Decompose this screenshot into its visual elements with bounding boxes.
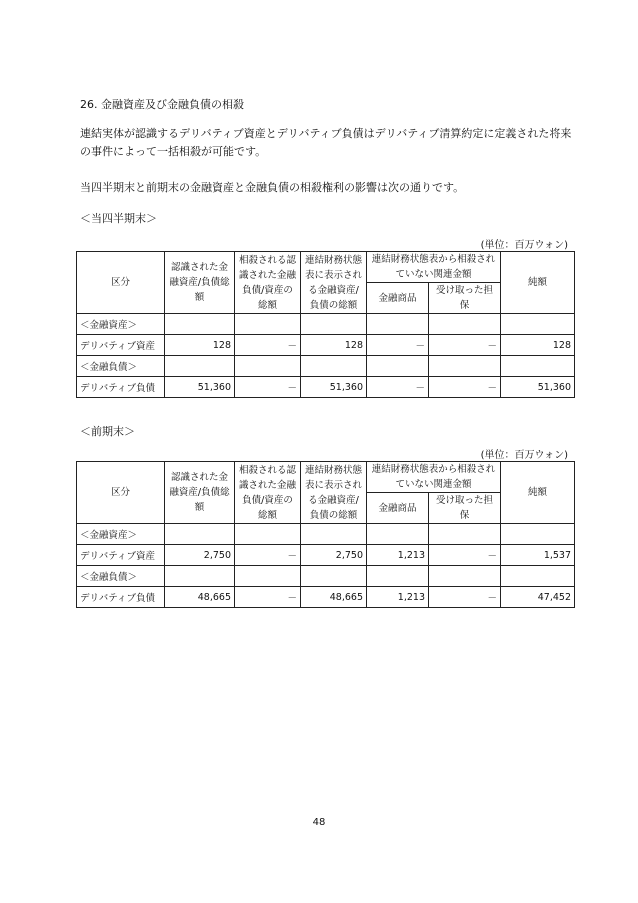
table-row	[77, 524, 575, 545]
row-name: デリバティブ負債	[77, 377, 165, 398]
row-name: デリバティブ資産	[77, 335, 165, 356]
cell-fin-instruments: 1,213	[367, 587, 429, 608]
cell-net: 51,360	[501, 377, 575, 398]
cell-net-presented: 128	[301, 335, 367, 356]
cell-net: 128	[501, 335, 575, 356]
col-header-net-presented: 連結財務状態表に表示される金融資産/負債の総額	[301, 462, 367, 524]
table-row	[77, 545, 575, 566]
cell-net: 47,452	[501, 587, 575, 608]
col-header-not-offset: 連結財務状態表から相殺されていない関連金額	[367, 462, 501, 493]
col-header-net: 純額	[501, 252, 575, 314]
col-header-recognized: 認識された金融資産/負債総額	[165, 462, 235, 524]
cell-collateral: －	[429, 545, 501, 566]
table-title-prior: ＜前期末＞	[80, 425, 135, 438]
paragraph-impact: 当四半期末と前期末の金融資産と金融負債の相殺権利の影響は次の通りです。	[80, 181, 465, 194]
cell-net: 1,537	[501, 545, 575, 566]
table-row	[77, 566, 575, 587]
col-header-not-offset: 連結財務状態表から相殺されていない関連金額	[367, 252, 501, 283]
unit-label: (単位：百万ウォン)	[480, 240, 568, 251]
cell-net-presented: 48,665	[301, 587, 367, 608]
liabilities-section-label: ＜金融負債＞	[77, 356, 165, 377]
table-row	[77, 587, 575, 608]
offset-table-prior	[76, 461, 575, 608]
col-header-collateral: 受け取った担保	[429, 283, 501, 314]
cell-recognized: 51,360	[165, 377, 235, 398]
col-header-net-presented: 連結財務状態表に表示される金融資産/負債の総額	[301, 252, 367, 314]
row-name: デリバティブ負債	[77, 587, 165, 608]
col-header-recognized: 認識された金融資産/負債総額	[165, 252, 235, 314]
cell-offset: －	[235, 377, 301, 398]
cell-recognized: 2,750	[165, 545, 235, 566]
cell-fin-instruments: －	[367, 335, 429, 356]
unit-label: (単位：百万ウォン)	[480, 450, 568, 461]
cell-recognized: 128	[165, 335, 235, 356]
paragraph-line-2: の事件によって一括相殺が可能です。	[80, 145, 267, 158]
cell-recognized: 48,665	[165, 587, 235, 608]
table-row	[77, 314, 575, 335]
cell-collateral: －	[429, 335, 501, 356]
row-name: デリバティブ資産	[77, 545, 165, 566]
col-header-offset: 相殺される認識された金融負債/資産の総額	[235, 462, 301, 524]
col-header-offset: 相殺される認識された金融負債/資産の総額	[235, 252, 301, 314]
table-row	[77, 335, 575, 356]
page-number: 48	[312, 817, 326, 828]
paragraph-line-1: 連結実体が認識するデリバティブ資産とデリバティブ負債はデリバティブ清算約定に定義された将来	[80, 127, 572, 140]
cell-offset: －	[235, 335, 301, 356]
cell-net-presented: 51,360	[301, 377, 367, 398]
col-header-collateral: 受け取った担保	[429, 493, 501, 524]
cell-fin-instruments: －	[367, 377, 429, 398]
table-title-current: ＜当四半期末＞	[80, 212, 157, 225]
assets-section-label: ＜金融資産＞	[77, 314, 165, 335]
cell-collateral: －	[429, 587, 501, 608]
table-row	[77, 356, 575, 377]
cell-offset: －	[235, 587, 301, 608]
offset-table-current	[76, 251, 575, 398]
cell-offset: －	[235, 545, 301, 566]
cell-net-presented: 2,750	[301, 545, 367, 566]
col-header-fin-instruments: 金融商品	[367, 493, 429, 524]
cell-collateral: －	[429, 377, 501, 398]
table-row	[77, 377, 575, 398]
col-header-category: 区分	[77, 462, 165, 524]
col-header-category: 区分	[77, 252, 165, 314]
cell-fin-instruments: 1,213	[367, 545, 429, 566]
section-heading: 26. 金融資産及び金融負債の相殺	[80, 98, 244, 111]
assets-section-label: ＜金融資産＞	[77, 524, 165, 545]
liabilities-section-label: ＜金融負債＞	[77, 566, 165, 587]
col-header-net: 純額	[501, 462, 575, 524]
col-header-fin-instruments: 金融商品	[367, 283, 429, 314]
